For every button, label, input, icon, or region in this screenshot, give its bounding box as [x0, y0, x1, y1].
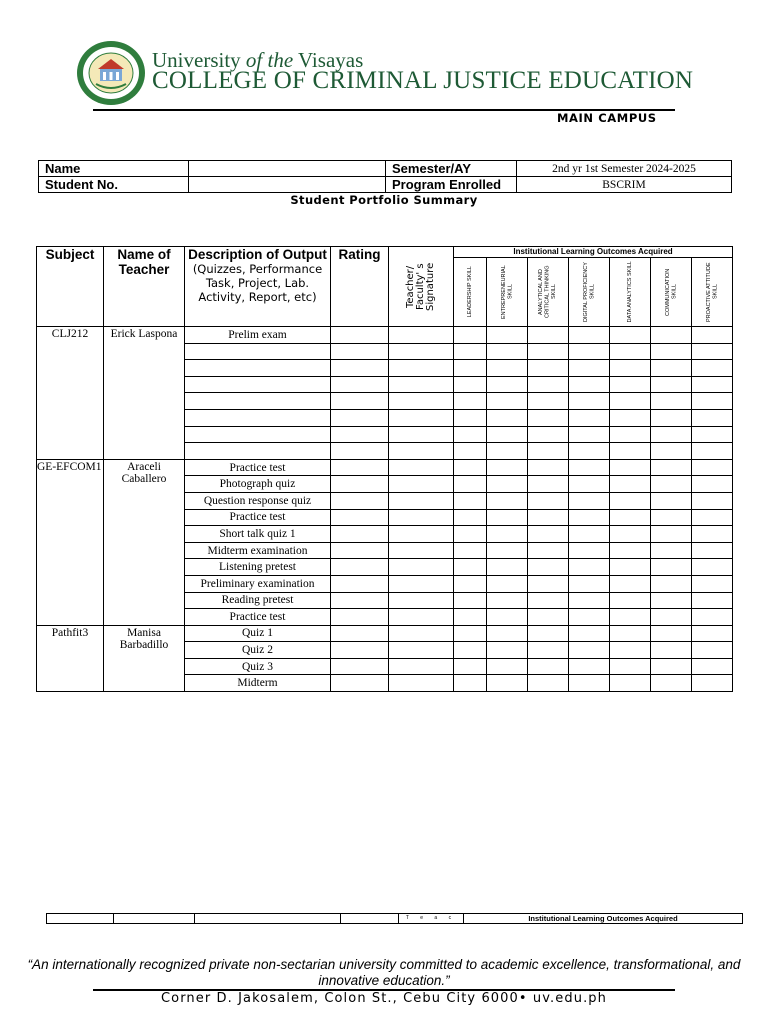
- university-suffix: Visayas: [293, 48, 364, 72]
- rating-cell[interactable]: [331, 575, 389, 592]
- ilo-column-header: [651, 258, 692, 327]
- ilo-column-label: LEADERSHIP SKILL: [466, 266, 473, 318]
- university-italic: of the: [245, 48, 294, 72]
- ilo-cell[interactable]: [651, 476, 692, 493]
- ilo-cell[interactable]: [487, 675, 528, 692]
- ilo-cell[interactable]: [569, 675, 610, 692]
- semester-label: Semester/AY: [386, 161, 517, 177]
- ilo-cell[interactable]: [454, 675, 487, 692]
- ilo-cell[interactable]: [569, 609, 610, 626]
- output-description-cell[interactable]: Reading pretest: [185, 592, 331, 609]
- college-name: COLLEGE OF CRIMINAL JUSTICE EDUCATION: [152, 67, 694, 94]
- program-label: Program Enrolled: [386, 177, 517, 193]
- ilo-cell[interactable]: [487, 459, 528, 476]
- ilo-cell[interactable]: [651, 675, 692, 692]
- strip-cell: [47, 914, 114, 924]
- info-row-name: [39, 161, 732, 177]
- table-row: [37, 327, 733, 344]
- ilo-column-label: ANALYTICAL AND CRITICAL THINKING SKILL: [538, 265, 558, 319]
- ilo-cell[interactable]: [454, 343, 487, 360]
- signature-cell[interactable]: [389, 393, 454, 410]
- ilo-cell[interactable]: [487, 625, 528, 642]
- program-field[interactable]: BSCRIM: [517, 177, 732, 193]
- rating-cell[interactable]: [331, 426, 389, 443]
- ilo-cell[interactable]: [651, 526, 692, 543]
- ilo-cell[interactable]: [528, 642, 569, 659]
- signature-cell[interactable]: [389, 426, 454, 443]
- output-description-cell[interactable]: Midterm: [185, 675, 331, 692]
- strip-signature-fragment: T e a c: [399, 914, 464, 924]
- ilo-cell[interactable]: [651, 409, 692, 426]
- ilo-cell[interactable]: [610, 559, 651, 576]
- rating-cell[interactable]: [331, 376, 389, 393]
- ilo-column-label: ENTREPRENEURIAL SKILL: [500, 265, 513, 319]
- rating-cell[interactable]: [331, 327, 389, 344]
- ilo-cell[interactable]: [692, 675, 733, 692]
- signature-cell[interactable]: [389, 509, 454, 526]
- strip-ilo-header: Institutional Learning Outcomes Acquired: [464, 914, 743, 924]
- ilo-cell[interactable]: [454, 376, 487, 393]
- ilo-cell[interactable]: [528, 509, 569, 526]
- signature-cell[interactable]: [389, 642, 454, 659]
- output-description-cell[interactable]: Midterm examination: [185, 542, 331, 559]
- ilo-cell[interactable]: [569, 409, 610, 426]
- output-description-cell[interactable]: Quiz 2: [185, 642, 331, 659]
- ilo-cell[interactable]: [651, 559, 692, 576]
- description-header-title: Description of Output: [188, 247, 327, 262]
- ilo-column-header: [487, 258, 528, 327]
- ilo-cell[interactable]: [487, 443, 528, 460]
- ilo-group-header: Institutional Learning Outcomes Acquired: [454, 247, 733, 258]
- ilo-cell[interactable]: [528, 609, 569, 626]
- rating-cell[interactable]: [331, 542, 389, 559]
- ilo-cell[interactable]: [569, 476, 610, 493]
- ilo-cell[interactable]: [454, 393, 487, 410]
- ilo-cell[interactable]: [487, 542, 528, 559]
- ilo-cell[interactable]: [610, 658, 651, 675]
- output-description-cell[interactable]: Question response quiz: [185, 492, 331, 509]
- ilo-column-label: PROACTIVE ATTITUDE SKILL: [705, 262, 719, 322]
- rating-cell[interactable]: [331, 393, 389, 410]
- signature-cell[interactable]: [389, 658, 454, 675]
- output-description-cell[interactable]: [185, 443, 331, 460]
- ilo-cell[interactable]: [454, 409, 487, 426]
- name-field[interactable]: [189, 161, 386, 177]
- student-no-field[interactable]: [189, 177, 386, 193]
- ilo-cell[interactable]: [610, 592, 651, 609]
- rating-cell[interactable]: [331, 360, 389, 377]
- ilo-cell[interactable]: [528, 426, 569, 443]
- ilo-cell[interactable]: [651, 376, 692, 393]
- ilo-cell[interactable]: [454, 592, 487, 609]
- ilo-cell[interactable]: [569, 459, 610, 476]
- ilo-cell[interactable]: [610, 609, 651, 626]
- ilo-cell[interactable]: [528, 575, 569, 592]
- ilo-cell[interactable]: [610, 327, 651, 344]
- subject-cell: CLJ212: [37, 327, 104, 460]
- ilo-cell[interactable]: [692, 426, 733, 443]
- student-no-label: Student No.: [39, 177, 189, 193]
- ilo-cell[interactable]: [651, 443, 692, 460]
- student-info-table: [38, 160, 732, 193]
- output-description-cell[interactable]: Practice test: [185, 609, 331, 626]
- ilo-cell[interactable]: [487, 526, 528, 543]
- ilo-cell[interactable]: [569, 343, 610, 360]
- table-row: [37, 459, 733, 476]
- rating-cell[interactable]: [331, 592, 389, 609]
- ilo-cell[interactable]: [528, 476, 569, 493]
- ilo-cell[interactable]: [610, 459, 651, 476]
- ilo-cell[interactable]: [610, 376, 651, 393]
- output-description-cell[interactable]: Short talk quiz 1: [185, 526, 331, 543]
- ilo-cell[interactable]: [651, 492, 692, 509]
- ilo-cell[interactable]: [454, 509, 487, 526]
- ilo-column-label: COMMUNICATION SKILL: [664, 268, 677, 316]
- subject-header: Subject: [37, 247, 104, 327]
- ilo-cell[interactable]: [454, 476, 487, 493]
- output-description-cell[interactable]: [185, 393, 331, 410]
- ilo-cell[interactable]: [487, 409, 528, 426]
- ilo-cell[interactable]: [610, 492, 651, 509]
- ilo-cell[interactable]: [528, 343, 569, 360]
- ilo-cell[interactable]: [528, 360, 569, 377]
- ilo-cell[interactable]: [569, 592, 610, 609]
- ilo-cell[interactable]: [454, 642, 487, 659]
- table-row: [37, 625, 733, 642]
- university-prefix: University: [152, 48, 246, 72]
- teacher-header: Name of Teacher: [104, 247, 185, 327]
- output-description-cell[interactable]: [185, 376, 331, 393]
- ilo-cell[interactable]: [692, 526, 733, 543]
- ilo-cell[interactable]: [692, 476, 733, 493]
- ilo-cell[interactable]: [692, 658, 733, 675]
- ilo-cell[interactable]: [528, 492, 569, 509]
- footer-address: Corner D. Jakosalem, Colon St., Cebu City 6000• uv.edu.ph: [160, 991, 607, 1006]
- ilo-cell[interactable]: [487, 476, 528, 493]
- ilo-cell[interactable]: [487, 492, 528, 509]
- rating-cell[interactable]: [331, 642, 389, 659]
- ilo-column-header: [528, 258, 569, 327]
- ilo-cell[interactable]: [569, 443, 610, 460]
- ilo-cell[interactable]: [651, 542, 692, 559]
- rating-cell[interactable]: [331, 526, 389, 543]
- rating-cell[interactable]: [331, 625, 389, 642]
- ilo-cell[interactable]: [651, 575, 692, 592]
- semester-field[interactable]: 2nd yr 1st Semester 2024-2025: [517, 161, 732, 177]
- output-description-cell[interactable]: Listening pretest: [185, 559, 331, 576]
- ilo-cell[interactable]: [528, 675, 569, 692]
- ilo-cell[interactable]: [454, 327, 487, 344]
- ilo-cell[interactable]: [692, 592, 733, 609]
- signature-cell[interactable]: [389, 476, 454, 493]
- ilo-cell[interactable]: [528, 658, 569, 675]
- ilo-cell[interactable]: [692, 609, 733, 626]
- output-description-cell[interactable]: Photograph quiz: [185, 476, 331, 493]
- ilo-cell[interactable]: [651, 459, 692, 476]
- ilo-cell[interactable]: [487, 376, 528, 393]
- ilo-cell[interactable]: [454, 492, 487, 509]
- info-row-student-no: [39, 177, 732, 193]
- ilo-cell[interactable]: [692, 625, 733, 642]
- rating-cell[interactable]: [331, 675, 389, 692]
- ilo-cell[interactable]: [610, 360, 651, 377]
- ilo-cell[interactable]: [610, 625, 651, 642]
- ilo-cell[interactable]: [528, 542, 569, 559]
- signature-cell[interactable]: [389, 526, 454, 543]
- ilo-cell[interactable]: [454, 609, 487, 626]
- output-description-cell[interactable]: [185, 426, 331, 443]
- ilo-cell[interactable]: [569, 526, 610, 543]
- ilo-cell[interactable]: [692, 575, 733, 592]
- ilo-cell[interactable]: [692, 343, 733, 360]
- signature-cell[interactable]: [389, 592, 454, 609]
- ilo-cell[interactable]: [569, 658, 610, 675]
- ilo-cell[interactable]: [454, 360, 487, 377]
- ilo-column-label: DIGITAL PROFICIENCY SKILL: [582, 262, 595, 322]
- strip-cell: [195, 914, 341, 924]
- signature-cell[interactable]: [389, 542, 454, 559]
- ilo-cell[interactable]: [454, 426, 487, 443]
- ilo-cell[interactable]: [528, 526, 569, 543]
- ilo-cell[interactable]: [651, 592, 692, 609]
- signature-cell[interactable]: [389, 443, 454, 460]
- signature-cell[interactable]: [389, 492, 454, 509]
- ilo-cell[interactable]: [569, 575, 610, 592]
- ilo-cell[interactable]: [487, 343, 528, 360]
- signature-cell[interactable]: [389, 327, 454, 344]
- ilo-column-header: [569, 258, 610, 327]
- ilo-cell[interactable]: [610, 343, 651, 360]
- ilo-cell[interactable]: [569, 426, 610, 443]
- signature-header: [389, 247, 454, 327]
- output-description-cell[interactable]: Quiz 3: [185, 658, 331, 675]
- ilo-cell[interactable]: [528, 592, 569, 609]
- ilo-column-header: [692, 258, 733, 327]
- ilo-cell[interactable]: [610, 426, 651, 443]
- ilo-cell[interactable]: [569, 376, 610, 393]
- rating-cell[interactable]: [331, 658, 389, 675]
- ilo-cell[interactable]: [487, 609, 528, 626]
- ilo-cell[interactable]: [692, 559, 733, 576]
- subject-cell: Pathfit3: [37, 625, 104, 691]
- rating-cell[interactable]: [331, 492, 389, 509]
- ilo-cell[interactable]: [692, 542, 733, 559]
- ilo-cell[interactable]: [610, 675, 651, 692]
- ilo-cell[interactable]: [528, 559, 569, 576]
- ilo-cell[interactable]: [610, 526, 651, 543]
- signature-cell[interactable]: [389, 409, 454, 426]
- ilo-cell[interactable]: [487, 575, 528, 592]
- ilo-cell[interactable]: [569, 360, 610, 377]
- rating-cell[interactable]: [331, 476, 389, 493]
- ilo-cell[interactable]: [454, 443, 487, 460]
- rating-cell[interactable]: [331, 409, 389, 426]
- ilo-cell[interactable]: [692, 459, 733, 476]
- ilo-cell[interactable]: [692, 443, 733, 460]
- ilo-cell[interactable]: [692, 327, 733, 344]
- subject-cell: GE-EFCOM1: [37, 459, 104, 625]
- signature-cell[interactable]: [389, 675, 454, 692]
- ilo-cell[interactable]: [454, 542, 487, 559]
- ilo-cell[interactable]: [651, 360, 692, 377]
- ilo-cell[interactable]: [610, 509, 651, 526]
- signature-cell[interactable]: [389, 625, 454, 642]
- signature-cell[interactable]: [389, 575, 454, 592]
- description-header: [185, 247, 331, 327]
- ilo-cell[interactable]: [569, 642, 610, 659]
- ilo-cell[interactable]: [528, 443, 569, 460]
- ilo-cell[interactable]: [610, 476, 651, 493]
- ilo-cell[interactable]: [528, 409, 569, 426]
- ilo-cell[interactable]: [569, 509, 610, 526]
- rating-cell[interactable]: [331, 609, 389, 626]
- output-description-cell[interactable]: [185, 343, 331, 360]
- output-description-cell[interactable]: [185, 360, 331, 377]
- ilo-cell[interactable]: [487, 360, 528, 377]
- ilo-cell[interactable]: [651, 509, 692, 526]
- signature-cell[interactable]: [389, 459, 454, 476]
- ilo-cell[interactable]: [454, 526, 487, 543]
- next-page-header-strip: [46, 913, 743, 924]
- ilo-cell[interactable]: [569, 492, 610, 509]
- ilo-cell[interactable]: [569, 393, 610, 410]
- ilo-cell[interactable]: [454, 575, 487, 592]
- ilo-column-header: [454, 258, 487, 327]
- ilo-cell[interactable]: [569, 559, 610, 576]
- signature-cell[interactable]: [389, 559, 454, 576]
- output-description-cell[interactable]: Quiz 1: [185, 625, 331, 642]
- ilo-cell[interactable]: [692, 409, 733, 426]
- teacher-cell: Araceli Caballero: [104, 459, 185, 625]
- ilo-column-label: DATA ANALYTICS SKILL: [626, 261, 633, 323]
- ilo-cell[interactable]: [651, 658, 692, 675]
- ilo-cell[interactable]: [487, 642, 528, 659]
- ilo-cell[interactable]: [569, 327, 610, 344]
- ilo-cell[interactable]: [528, 625, 569, 642]
- ilo-cell[interactable]: [651, 327, 692, 344]
- ilo-cell[interactable]: [651, 609, 692, 626]
- ilo-cell[interactable]: [528, 393, 569, 410]
- output-description-cell[interactable]: Practice test: [185, 509, 331, 526]
- rating-cell[interactable]: [331, 443, 389, 460]
- signature-header-label: Teacher/ Faculty' s Signature: [405, 262, 436, 311]
- ilo-cell[interactable]: [692, 393, 733, 410]
- output-description-cell[interactable]: Prelim exam: [185, 327, 331, 344]
- portfolio-table: [36, 246, 733, 692]
- ilo-cell[interactable]: [569, 625, 610, 642]
- university-seal-logo: [76, 40, 146, 106]
- ilo-cell[interactable]: [454, 459, 487, 476]
- rating-cell[interactable]: [331, 459, 389, 476]
- rating-header: Rating: [331, 247, 389, 327]
- ilo-cell[interactable]: [528, 327, 569, 344]
- teacher-cell: Manisa Barbadillo: [104, 625, 185, 691]
- ilo-column-header: [610, 258, 651, 327]
- description-header-sub: (Quizzes, Performance Task, Project, Lab. Activity, Report, etc): [192, 262, 323, 304]
- ilo-cell[interactable]: [610, 642, 651, 659]
- ilo-cell[interactable]: [651, 343, 692, 360]
- ilo-cell[interactable]: [651, 393, 692, 410]
- signature-cell[interactable]: [389, 343, 454, 360]
- ilo-cell[interactable]: [692, 642, 733, 659]
- ilo-cell[interactable]: [610, 542, 651, 559]
- rating-cell[interactable]: [331, 559, 389, 576]
- ilo-cell[interactable]: [454, 559, 487, 576]
- ilo-cell[interactable]: [692, 492, 733, 509]
- output-description-cell[interactable]: [185, 409, 331, 426]
- ilo-cell[interactable]: [487, 327, 528, 344]
- ilo-cell[interactable]: [487, 592, 528, 609]
- ilo-cell[interactable]: [487, 509, 528, 526]
- strip-cell: [341, 914, 399, 924]
- output-description-cell[interactable]: Preliminary examination: [185, 575, 331, 592]
- strip-row: [47, 914, 743, 924]
- portfolio-body: [37, 327, 733, 692]
- ilo-cell[interactable]: [610, 575, 651, 592]
- ilo-cell[interactable]: [454, 658, 487, 675]
- university-motto: “An internationally recognized private non-sectarian university committed to academic excellence, transformational, and innovative education.”: [27, 957, 741, 988]
- signature-cell[interactable]: [389, 360, 454, 377]
- ilo-cell[interactable]: [692, 376, 733, 393]
- summary-title: Student Portfolio Summary: [290, 193, 478, 207]
- ilo-cell[interactable]: [610, 443, 651, 460]
- signature-cell[interactable]: [389, 376, 454, 393]
- header-row-1: [37, 247, 733, 258]
- ilo-cell[interactable]: [487, 658, 528, 675]
- ilo-cell[interactable]: [528, 376, 569, 393]
- ilo-cell[interactable]: [692, 509, 733, 526]
- ilo-cell[interactable]: [692, 360, 733, 377]
- ilo-cell[interactable]: [454, 625, 487, 642]
- ilo-cell[interactable]: [610, 409, 651, 426]
- ilo-cell[interactable]: [651, 426, 692, 443]
- ilo-cell[interactable]: [610, 393, 651, 410]
- rating-cell[interactable]: [331, 343, 389, 360]
- teacher-cell: Erick Laspona: [104, 327, 185, 460]
- ilo-cell[interactable]: [487, 393, 528, 410]
- signature-cell[interactable]: [389, 609, 454, 626]
- ilo-cell[interactable]: [651, 642, 692, 659]
- rating-cell[interactable]: [331, 509, 389, 526]
- ilo-cell[interactable]: [651, 625, 692, 642]
- ilo-cell[interactable]: [487, 559, 528, 576]
- name-label: Name: [39, 161, 189, 177]
- output-description-cell[interactable]: Practice test: [185, 459, 331, 476]
- strip-cell: [114, 914, 195, 924]
- ilo-cell[interactable]: [569, 542, 610, 559]
- campus-label: MAIN CAMPUS: [557, 111, 657, 125]
- ilo-cell[interactable]: [487, 426, 528, 443]
- ilo-cell[interactable]: [528, 459, 569, 476]
